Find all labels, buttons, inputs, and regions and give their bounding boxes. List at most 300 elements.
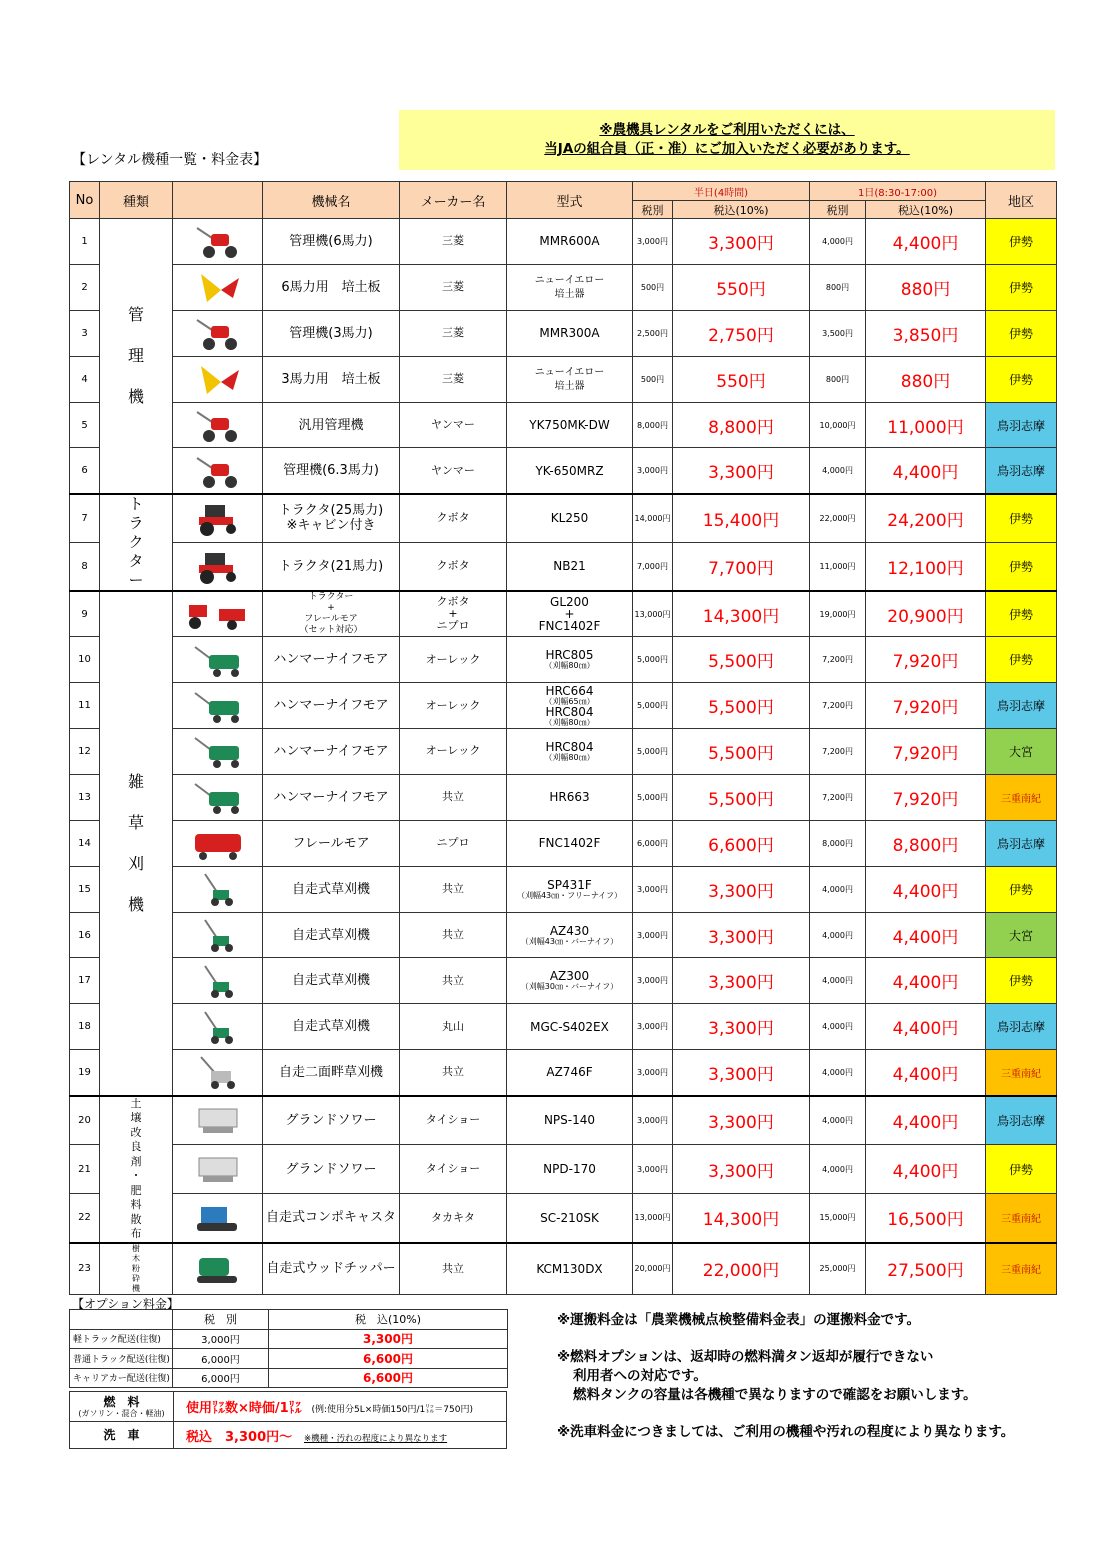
machine-name: ハンマーナイフモア xyxy=(263,729,400,775)
half-day-inc-tax: 3,300円 xyxy=(673,866,810,912)
full-day-ex-tax: 800円 xyxy=(810,264,866,310)
option-ex: 6,000円 xyxy=(173,1349,269,1369)
machine-name: 管理機(3馬力) xyxy=(263,310,400,356)
model-number: GL200 + FNC1402F xyxy=(507,591,633,637)
half-day-ex-tax: 13,000円 xyxy=(633,591,673,637)
maker-name: 丸山 xyxy=(400,1004,507,1050)
area-badge: 伊勢 xyxy=(986,219,1057,265)
rental-price-table xyxy=(69,181,1057,1295)
maker-name: 共立 xyxy=(400,912,507,958)
area-badge: 三重南紀 xyxy=(986,1050,1057,1096)
maker-name: 三菱 xyxy=(400,310,507,356)
full-day-ex-tax: 4,000円 xyxy=(810,219,866,265)
area-badge: 伊勢 xyxy=(986,494,1057,543)
maker-name: タイショー xyxy=(400,1145,507,1194)
tiller-icon xyxy=(173,452,262,490)
half-day-inc-tax: 3,300円 xyxy=(673,219,810,265)
machine-name: ハンマーナイフモア xyxy=(263,683,400,729)
row-no: 4 xyxy=(70,356,100,402)
table-row xyxy=(70,542,1057,591)
fuel-wash-table xyxy=(69,1391,507,1449)
fuel-example: (例:使用分5L×時価150円/1㍑＝750円) xyxy=(311,1405,473,1415)
full-day-ex-tax: 4,000円 xyxy=(810,958,866,1004)
half-day-inc-tax: 3,300円 xyxy=(673,958,810,1004)
table-row xyxy=(70,1050,1057,1096)
maker-name: 共立 xyxy=(400,1243,507,1295)
maker-name: 共立 xyxy=(400,1050,507,1096)
maker-name: 三菱 xyxy=(400,219,507,265)
half-day-ex-tax: 3,000円 xyxy=(633,866,673,912)
maker-name: クボタ xyxy=(400,494,507,543)
machine-name: 自走二面畔草刈機 xyxy=(263,1050,400,1096)
model-number: MGC-S402EX xyxy=(507,1004,633,1050)
wash-label: 洗 車 xyxy=(70,1422,174,1449)
row-no: 21 xyxy=(70,1145,100,1194)
area-badge: 鳥羽志摩 xyxy=(986,683,1057,729)
options-header-ex: 税 別 xyxy=(173,1310,269,1330)
half-day-inc-tax: 550円 xyxy=(673,356,810,402)
area-badge: 伊勢 xyxy=(986,310,1057,356)
grass-cutter-icon xyxy=(173,962,262,1000)
table-row xyxy=(70,591,1057,637)
row-no: 16 xyxy=(70,912,100,958)
full-day-ex-tax: 11,000円 xyxy=(810,542,866,591)
full-day-ex-tax: 15,000円 xyxy=(810,1194,866,1243)
row-no: 2 xyxy=(70,264,100,310)
option-label: 軽トラック配送(往復) xyxy=(70,1329,173,1349)
options-header-blank xyxy=(70,1310,173,1330)
full-day-ex-tax: 7,200円 xyxy=(810,729,866,775)
compost-caster-icon xyxy=(173,1199,262,1237)
row-no: 8 xyxy=(70,542,100,591)
option-label: 普通トラック配送(往復) xyxy=(70,1349,173,1369)
area-badge: 伊勢 xyxy=(986,264,1057,310)
machine-name: トラクタ(25馬力) ※キャビン付き xyxy=(263,494,400,543)
area-badge: 三重南紀 xyxy=(986,1194,1057,1243)
half-day-ex-tax: 20,000円 xyxy=(633,1243,673,1295)
tiller-icon xyxy=(173,222,262,260)
full-day-inc-tax: 8,800円 xyxy=(866,820,986,866)
half-day-ex-tax: 3,000円 xyxy=(633,1145,673,1194)
full-day-ex-tax: 4,000円 xyxy=(810,1145,866,1194)
table-row xyxy=(70,729,1057,775)
half-day-ex-tax: 8,000円 xyxy=(633,402,673,448)
half-day-inc-tax: 3,300円 xyxy=(673,1004,810,1050)
model-number: MMR300A xyxy=(507,310,633,356)
maker-name: オーレック xyxy=(400,729,507,775)
fuel-formula: 使用㍑数×時価/1㍑ xyxy=(186,1401,302,1416)
machine-name: 自走式コンポキャスタ xyxy=(263,1194,400,1243)
ridger-icon xyxy=(173,360,262,398)
half-day-inc-tax: 5,500円 xyxy=(673,637,810,683)
machine-image-cell xyxy=(173,402,263,448)
machine-name: トラクタ(21馬力) xyxy=(263,542,400,591)
header-half-inc-tax: 税込(10%) xyxy=(673,201,810,219)
table-row xyxy=(70,912,1057,958)
note-fuel-line-2: 利用者への対応です。 xyxy=(573,1368,707,1384)
hammer-mower-icon xyxy=(173,641,262,679)
machine-image-cell xyxy=(173,448,263,494)
header-full-inc-tax: 税込(10%) xyxy=(866,201,986,219)
full-day-inc-tax: 880円 xyxy=(866,264,986,310)
full-day-ex-tax: 7,200円 xyxy=(810,683,866,729)
model-number: SC-210SK xyxy=(507,1194,633,1243)
membership-notice xyxy=(399,110,1055,170)
half-day-inc-tax: 15,400円 xyxy=(673,494,810,543)
machine-name: グランドソワー xyxy=(263,1096,400,1145)
table-row xyxy=(70,1243,1057,1295)
machine-image-cell xyxy=(173,264,263,310)
half-day-ex-tax: 5,000円 xyxy=(633,637,673,683)
half-day-ex-tax: 14,000円 xyxy=(633,494,673,543)
header-half-day: 半日(4時間) xyxy=(633,182,810,201)
model-number: AZ430 （刈幅43㎝・バーナイフ） xyxy=(507,912,633,958)
note-fuel-line-3: 燃料タンクの容量は各機種で異なりますので確認をお願いします。 xyxy=(573,1387,977,1403)
table-row xyxy=(70,402,1057,448)
area-badge: 伊勢 xyxy=(986,356,1057,402)
machine-image-cell xyxy=(173,542,263,591)
full-day-ex-tax: 4,000円 xyxy=(810,912,866,958)
row-no: 15 xyxy=(70,866,100,912)
model-number: NB21 xyxy=(507,542,633,591)
area-badge: 伊勢 xyxy=(986,866,1057,912)
notice-line-2: 当JAの組合員（正・准）にご加入いただく必要があります。 xyxy=(544,141,910,157)
full-day-inc-tax: 7,920円 xyxy=(866,729,986,775)
row-no: 23 xyxy=(70,1243,100,1295)
tiller-icon xyxy=(173,314,262,352)
model-number: HR663 xyxy=(507,774,633,820)
full-day-ex-tax: 7,200円 xyxy=(810,637,866,683)
full-day-inc-tax: 4,400円 xyxy=(866,448,986,494)
half-day-ex-tax: 2,500円 xyxy=(633,310,673,356)
grass-cutter-icon xyxy=(173,870,262,908)
spreader-icon xyxy=(173,1150,262,1188)
hammer-mower-icon xyxy=(173,732,262,770)
maker-name: タカキタ xyxy=(400,1194,507,1243)
full-day-inc-tax: 4,400円 xyxy=(866,958,986,1004)
full-day-inc-tax: 12,100円 xyxy=(866,542,986,591)
full-day-inc-tax: 3,850円 xyxy=(866,310,986,356)
half-day-inc-tax: 8,800円 xyxy=(673,402,810,448)
full-day-inc-tax: 4,400円 xyxy=(866,1004,986,1050)
machine-name: 自走式草刈機 xyxy=(263,1004,400,1050)
half-day-inc-tax: 6,600円 xyxy=(673,820,810,866)
full-day-inc-tax: 7,920円 xyxy=(866,683,986,729)
maker-name: 三菱 xyxy=(400,264,507,310)
area-badge: 鳥羽志摩 xyxy=(986,1004,1057,1050)
machine-image-cell xyxy=(173,310,263,356)
machine-image-cell xyxy=(173,958,263,1004)
full-day-inc-tax: 7,920円 xyxy=(866,774,986,820)
option-inc: 6,600円 xyxy=(269,1349,508,1369)
half-day-ex-tax: 3,000円 xyxy=(633,219,673,265)
half-day-inc-tax: 7,700円 xyxy=(673,542,810,591)
full-day-ex-tax: 4,000円 xyxy=(810,448,866,494)
machine-name: 6馬力用 培土板 xyxy=(263,264,400,310)
model-number: SP431F （刈幅43㎝・フリーナイフ） xyxy=(507,866,633,912)
maker-name: タイショー xyxy=(400,1096,507,1145)
category-dojo: 土 壌 改 良 剤 ・ 肥 料 散 布 xyxy=(100,1096,173,1243)
machine-name: 自走式草刈機 xyxy=(263,958,400,1004)
row-no: 9 xyxy=(70,591,100,637)
full-day-ex-tax: 7,200円 xyxy=(810,774,866,820)
full-day-inc-tax: 4,400円 xyxy=(866,1145,986,1194)
half-day-inc-tax: 3,300円 xyxy=(673,448,810,494)
half-day-inc-tax: 2,750円 xyxy=(673,310,810,356)
wash-value-cell xyxy=(174,1422,507,1449)
half-day-ex-tax: 500円 xyxy=(633,356,673,402)
full-day-ex-tax: 800円 xyxy=(810,356,866,402)
area-badge: 伊勢 xyxy=(986,542,1057,591)
hammer-mower-icon xyxy=(173,778,262,816)
row-no: 18 xyxy=(70,1004,100,1050)
row-no: 3 xyxy=(70,310,100,356)
model-number: YK-650MRZ xyxy=(507,448,633,494)
machine-image-cell xyxy=(173,912,263,958)
options-title: 【オプション料金】 xyxy=(72,1297,179,1311)
machine-name: 汎用管理機 xyxy=(263,402,400,448)
full-day-inc-tax: 880円 xyxy=(866,356,986,402)
machine-name: トラクター + フレールモア （セット対応） xyxy=(263,591,400,637)
full-day-inc-tax: 4,400円 xyxy=(866,912,986,958)
half-day-ex-tax: 5,000円 xyxy=(633,683,673,729)
half-day-inc-tax: 5,500円 xyxy=(673,774,810,820)
fuel-label-cell xyxy=(70,1392,174,1422)
table-row xyxy=(70,774,1057,820)
machine-name: ハンマーナイフモア xyxy=(263,637,400,683)
grass-cutter-icon xyxy=(173,1008,262,1046)
table-row xyxy=(70,866,1057,912)
row-no: 13 xyxy=(70,774,100,820)
full-day-ex-tax: 3,500円 xyxy=(810,310,866,356)
machine-name: 自走式草刈機 xyxy=(263,866,400,912)
area-badge: 鳥羽志摩 xyxy=(986,1096,1057,1145)
header-no: No xyxy=(70,182,100,219)
model-number: MMR600A xyxy=(507,219,633,265)
machine-image-cell xyxy=(173,637,263,683)
model-number: KL250 xyxy=(507,494,633,543)
half-day-inc-tax: 550円 xyxy=(673,264,810,310)
area-badge: 伊勢 xyxy=(986,637,1057,683)
table-row xyxy=(70,1145,1057,1194)
options-header-inc: 税 込(10%) xyxy=(269,1310,508,1330)
flail-mower-icon xyxy=(173,824,262,862)
header-full-day: 1日(8:30-17:00) xyxy=(810,182,986,201)
header-image xyxy=(173,182,263,219)
row-no: 19 xyxy=(70,1050,100,1096)
header-half-ex-tax: 税別 xyxy=(633,201,673,219)
fuel-sub-label: (ガソリン・混合・軽油) xyxy=(78,1408,165,1418)
category-zassou: 雑 草 刈 機 xyxy=(100,591,173,1096)
half-day-ex-tax: 3,000円 xyxy=(633,912,673,958)
note-fuel-line-1: ※燃料オプションは、返却時の燃料満タン返却が履行できない xyxy=(557,1349,934,1365)
machine-name: ハンマーナイフモア xyxy=(263,774,400,820)
ridger-icon xyxy=(173,268,262,306)
category-kanriki: 管 理 機 xyxy=(100,219,173,494)
option-inc: 3,300円 xyxy=(269,1329,508,1349)
notes xyxy=(557,1311,1014,1460)
model-number: AZ300 （刈幅30㎝・バーナイフ） xyxy=(507,958,633,1004)
full-day-inc-tax: 20,900円 xyxy=(866,591,986,637)
maker-name: ヤンマー xyxy=(400,402,507,448)
model-number: ニューイエロー 培土器 xyxy=(507,264,633,310)
table-row xyxy=(70,356,1057,402)
hammer-mower-icon xyxy=(173,687,262,725)
note-transport: ※運搬料金は「農業機械点検整備料金表」の運搬料金です。 xyxy=(557,1312,921,1328)
area-badge: 伊勢 xyxy=(986,1145,1057,1194)
area-badge: 鳥羽志摩 xyxy=(986,402,1057,448)
full-day-ex-tax: 4,000円 xyxy=(810,1096,866,1145)
model-number: NPD-170 xyxy=(507,1145,633,1194)
table-row xyxy=(70,683,1057,729)
model-number: YK750MK-DW xyxy=(507,402,633,448)
header-full-ex-tax: 税別 xyxy=(810,201,866,219)
notice-line-1: ※農機具レンタルをご利用いただくには、 xyxy=(599,122,855,138)
option-ex: 3,000円 xyxy=(173,1329,269,1349)
maker-name: オーレック xyxy=(400,683,507,729)
machine-name: 管理機(6馬力) xyxy=(263,219,400,265)
area-badge: 三重南紀 xyxy=(986,1243,1057,1295)
full-day-inc-tax: 4,400円 xyxy=(866,219,986,265)
table-row xyxy=(70,448,1057,494)
header-category: 種類 xyxy=(100,182,173,219)
table-row xyxy=(70,264,1057,310)
machine-image-cell xyxy=(173,683,263,729)
half-day-ex-tax: 13,000円 xyxy=(633,1194,673,1243)
maker-name: 共立 xyxy=(400,958,507,1004)
full-day-ex-tax: 4,000円 xyxy=(810,1004,866,1050)
tractor-icon xyxy=(173,547,262,585)
half-day-ex-tax: 3,000円 xyxy=(633,1004,673,1050)
area-badge: 三重南紀 xyxy=(986,774,1057,820)
half-day-ex-tax: 7,000円 xyxy=(633,542,673,591)
half-day-inc-tax: 3,300円 xyxy=(673,1145,810,1194)
table-row xyxy=(70,1004,1057,1050)
row-no: 10 xyxy=(70,637,100,683)
machine-name: グランドソワー xyxy=(263,1145,400,1194)
area-badge: 大宮 xyxy=(986,912,1057,958)
spreader-icon xyxy=(173,1101,262,1139)
half-day-inc-tax: 22,000円 xyxy=(673,1243,810,1295)
table-row xyxy=(70,820,1057,866)
fuel-label: 燃 料 xyxy=(103,1394,140,1409)
options-table xyxy=(69,1309,508,1388)
maker-name: 共立 xyxy=(400,774,507,820)
note-fuel xyxy=(557,1348,1014,1405)
full-day-ex-tax: 4,000円 xyxy=(810,866,866,912)
machine-image-cell xyxy=(173,494,263,543)
half-day-inc-tax: 14,300円 xyxy=(673,591,810,637)
half-day-ex-tax: 3,000円 xyxy=(633,958,673,1004)
option-inc: 6,600円 xyxy=(269,1368,508,1388)
row-no: 11 xyxy=(70,683,100,729)
model-number: HRC804 （刈幅80㎝） xyxy=(507,729,633,775)
model-number: AZ746F xyxy=(507,1050,633,1096)
table-row xyxy=(70,1194,1057,1243)
machine-image-cell xyxy=(173,820,263,866)
table-row xyxy=(70,310,1057,356)
model-number: ニューイエロー 培土器 xyxy=(507,356,633,402)
full-day-ex-tax: 25,000円 xyxy=(810,1243,866,1295)
option-label: キャリアカー配送(往復) xyxy=(70,1368,173,1388)
machine-name: フレールモア xyxy=(263,820,400,866)
full-day-inc-tax: 4,400円 xyxy=(866,866,986,912)
full-day-inc-tax: 27,500円 xyxy=(866,1243,986,1295)
tiller-icon xyxy=(173,406,262,444)
note-wash: ※洗車料金につきましては、ご利用の機種や汚れの程度により異なります。 xyxy=(557,1424,1015,1440)
half-day-ex-tax: 5,000円 xyxy=(633,729,673,775)
half-day-ex-tax: 5,000円 xyxy=(633,774,673,820)
fuel-value-cell xyxy=(174,1392,507,1422)
machine-image-cell xyxy=(173,1243,263,1295)
full-day-ex-tax: 19,000円 xyxy=(810,591,866,637)
model-number: FNC1402F xyxy=(507,820,633,866)
machine-image-cell xyxy=(173,591,263,637)
model-number: NPS-140 xyxy=(507,1096,633,1145)
table-row xyxy=(70,637,1057,683)
half-day-inc-tax: 3,300円 xyxy=(673,1096,810,1145)
maker-name: クボタ xyxy=(400,542,507,591)
row-no: 7 xyxy=(70,494,100,543)
machine-name: 管理機(6.3馬力) xyxy=(263,448,400,494)
wood-chipper-icon xyxy=(173,1250,262,1288)
wash-note: ※機種・汚れの程度により異なります xyxy=(303,1433,448,1444)
category-jumoku: 樹 木 粉 砕 機 xyxy=(100,1243,173,1295)
half-day-inc-tax: 3,300円 xyxy=(673,1050,810,1096)
row-no: 12 xyxy=(70,729,100,775)
maker-name: 共立 xyxy=(400,866,507,912)
category-tractor: ト ラ ク タ ー xyxy=(100,494,173,591)
machine-image-cell xyxy=(173,774,263,820)
area-badge: 伊勢 xyxy=(986,958,1057,1004)
header-model: 型式 xyxy=(507,182,633,219)
tractor-icon xyxy=(173,499,262,537)
machine-image-cell xyxy=(173,1096,263,1145)
row-no: 22 xyxy=(70,1194,100,1243)
half-day-ex-tax: 500円 xyxy=(633,264,673,310)
full-day-inc-tax: 11,000円 xyxy=(866,402,986,448)
model-number: KCM130DX xyxy=(507,1243,633,1295)
area-badge: 伊勢 xyxy=(986,591,1057,637)
full-day-inc-tax: 4,400円 xyxy=(866,1050,986,1096)
area-badge: 鳥羽志摩 xyxy=(986,448,1057,494)
full-day-inc-tax: 24,200円 xyxy=(866,494,986,543)
full-day-ex-tax: 10,000円 xyxy=(810,402,866,448)
tractor-mower-icon xyxy=(173,595,262,633)
table-row xyxy=(70,958,1057,1004)
maker-name: オーレック xyxy=(400,637,507,683)
half-day-inc-tax: 5,500円 xyxy=(673,683,810,729)
machine-image-cell xyxy=(173,1004,263,1050)
machine-image-cell xyxy=(173,219,263,265)
full-day-ex-tax: 8,000円 xyxy=(810,820,866,866)
maker-name: 三菱 xyxy=(400,356,507,402)
table-row xyxy=(70,219,1057,265)
full-day-ex-tax: 4,000円 xyxy=(810,1050,866,1096)
machine-name: 自走式草刈機 xyxy=(263,912,400,958)
maker-name: ヤンマー xyxy=(400,448,507,494)
row-no: 17 xyxy=(70,958,100,1004)
half-day-ex-tax: 3,000円 xyxy=(633,1096,673,1145)
machine-image-cell xyxy=(173,356,263,402)
half-day-ex-tax: 3,000円 xyxy=(633,448,673,494)
half-day-ex-tax: 6,000円 xyxy=(633,820,673,866)
wash-price: 税込 3,300円～ xyxy=(186,1429,293,1445)
option-ex: 6,000円 xyxy=(173,1368,269,1388)
full-day-inc-tax: 7,920円 xyxy=(866,637,986,683)
machine-image-cell xyxy=(173,866,263,912)
row-no: 6 xyxy=(70,448,100,494)
